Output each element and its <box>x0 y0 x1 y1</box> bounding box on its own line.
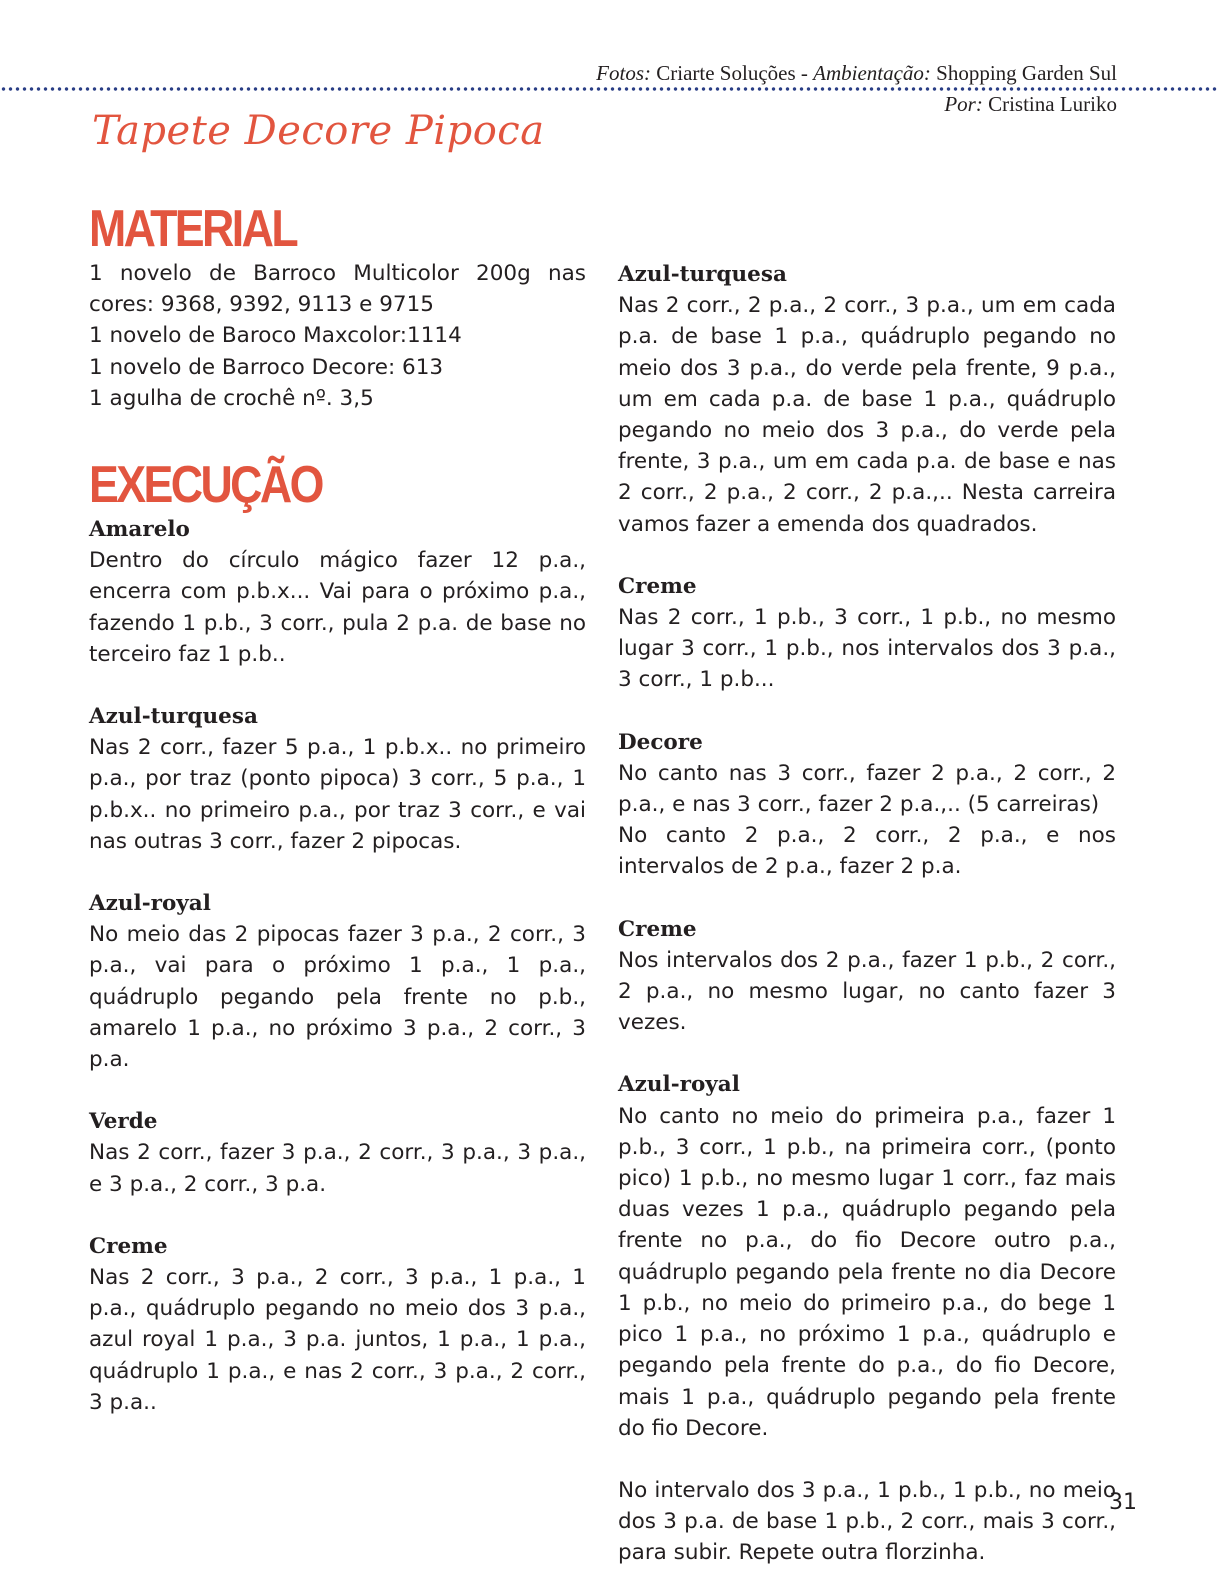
photo-credit-label: Fotos: <box>596 61 651 85</box>
step-color-heading: Azul-royal <box>89 891 211 917</box>
step-instructions: No canto nas 3 corr., fazer 2 p.a., 2 corr., 2 p.a., e nas 3 corr., fazer 2 p.a.,.. (5 carreiras) No canto 2 p.a., 2 corr., 2 p.a., e nos intervalos de 2 p.a., fazer 2 p.a. <box>618 760 1116 880</box>
step-color-heading: Azul-royal <box>618 1072 740 1098</box>
step-instructions: Nas 2 corr., fazer 5 p.a., 1 p.b.x.. no primeiro p.a., por traz (ponto pipoca) 3 corr., 5 p.a., 1 p.b.x.. no primeiro p.a., por traz 3 corr., e vai nas outras 3 corr., fazer 2 pipocas. <box>89 735 586 854</box>
step-instructions: Dentro do círculo mágico fazer 12 p.a., encerra com p.b.x... Vai para o próximo p.a., fazendo 1 p.b., 3 corr., pula 2 p.a. de base no terceiro faz 1 p.b.. <box>89 548 586 667</box>
right-column <box>618 259 1116 1569</box>
step-color-heading: Creme <box>618 916 697 942</box>
author-credit-label: Por: <box>944 92 983 116</box>
material-line: 1 novelo de Barroco Multicolor 200g nas cores: 9368, 9392, 9113 e 9715 <box>89 261 586 318</box>
author-credit-value: Cristina Luriko <box>982 92 1117 116</box>
step-color-heading: Creme <box>89 1233 168 1259</box>
material-line: 1 agulha de crochê nº. 3,5 <box>89 385 374 411</box>
recipe-title: Tapete Decore Pipoca <box>92 108 545 154</box>
step-color-heading: Verde <box>89 1109 158 1135</box>
step-color-heading: Decore <box>618 729 703 755</box>
step-instructions: Nas 2 corr., fazer 3 p.a., 2 corr., 3 p.a., 3 p.a., e 3 p.a., 2 corr., 3 p.a. <box>89 1140 586 1197</box>
step-instructions: Nas 2 corr., 2 p.a., 2 corr., 3 p.a., um em cada p.a. de base 1 p.a., quádruplo pegando no meio dos 3 p.a., do verde pela frente, 9 p.a., um em cada p.a. de base 1 p.a., quádruplo pegando no meio dos 3 p.a., do verde pela frente, 3 p.a., um em cada p.a. de base e nas 2 corr., 2 p.a., 2 corr., 2 p.a.,.. Nesta carreira vamos fazer a emenda dos quadrados. <box>618 293 1116 537</box>
step-color-heading: Creme <box>618 573 697 599</box>
photo-credits <box>596 58 1117 89</box>
material-line: 1 novelo de Barroco Decore: 613 <box>89 354 444 380</box>
step-instructions: Nas 2 corr., 1 p.b., 3 corr., 1 p.b., no mesmo lugar 3 corr., 1 p.b., nos intervalos dos 3 p.a., 3 corr., 1 p.b... <box>618 605 1116 693</box>
page-number: 31 <box>1109 1490 1137 1515</box>
step-instructions: No canto no meio do primeira p.a., fazer 1 p.b., 3 corr., 1 p.b., na primeira corr., (ponto pico) 1 p.b., no mesmo lugar 1 corr., faz mais duas vezes 1 p.a., quádruplo pegando pela frente no p.a., do fio Decore outro p.a., quádruplo pegando pela frente no dia Decore 1 p.b., no meio do primeiro p.a., do bege 1 pico 1 p.a., no próximo 1 p.a., quádruplo e pegando pela frente do p.a., do fio Decore, mais 1 p.a., quádruplo pegando pela frente do fio Decore. <box>618 1103 1116 1441</box>
step-instructions: Nas 2 corr., 3 p.a., 2 corr., 3 p.a., 1 p.a., 1 p.a., quádruplo pegando no meio dos 3 p.a., azul royal 1 p.a., 3 p.a. juntos, 1 p.a., 1 p.a., quádruplo 1 p.a., e nas 2 corr., 3 p.a., 2 corr., 3 p.a.. <box>89 1265 586 1415</box>
material-line: 1 novelo de Baroco Maxcolor:1114 <box>89 323 462 349</box>
author-credit <box>944 89 1117 120</box>
setting-credit-label: Ambientação: <box>813 61 931 85</box>
step-color-heading: Azul-turquesa <box>618 262 787 287</box>
material-heading: MATERIAL <box>89 200 297 258</box>
setting-credit-value: Shopping Garden Sul <box>930 61 1117 85</box>
step-color-heading: Azul-turquesa <box>89 704 258 730</box>
left-column <box>89 200 586 1418</box>
closing-instructions: No intervalo dos 3 p.a., 1 p.b., 1 p.b., no meio dos 3 p.a. de base 1 p.b., 2 corr., mais 3 corr., para subir. Repete outra florzinha. <box>618 1477 1116 1566</box>
step-instructions: Nos intervalos dos 2 p.a., fazer 1 p.b., 2 corr., 2 p.a., no mesmo lugar, no canto fazer 3 vezes. <box>618 947 1116 1036</box>
photo-credit-value: Criarte Soluções - <box>651 61 814 85</box>
step-color-heading: Amarelo <box>89 517 190 543</box>
execution-heading: EXECUÇÃO <box>89 456 322 515</box>
step-instructions: No meio das 2 pipocas fazer 3 p.a., 2 corr., 3 p.a., vai para o próximo 1 p.a., 1 p.a., quádruplo pegando pela frente no p.b., amarelo 1 p.a., no próximo 3 p.a., 2 corr., 3 p.a. <box>89 922 586 1073</box>
